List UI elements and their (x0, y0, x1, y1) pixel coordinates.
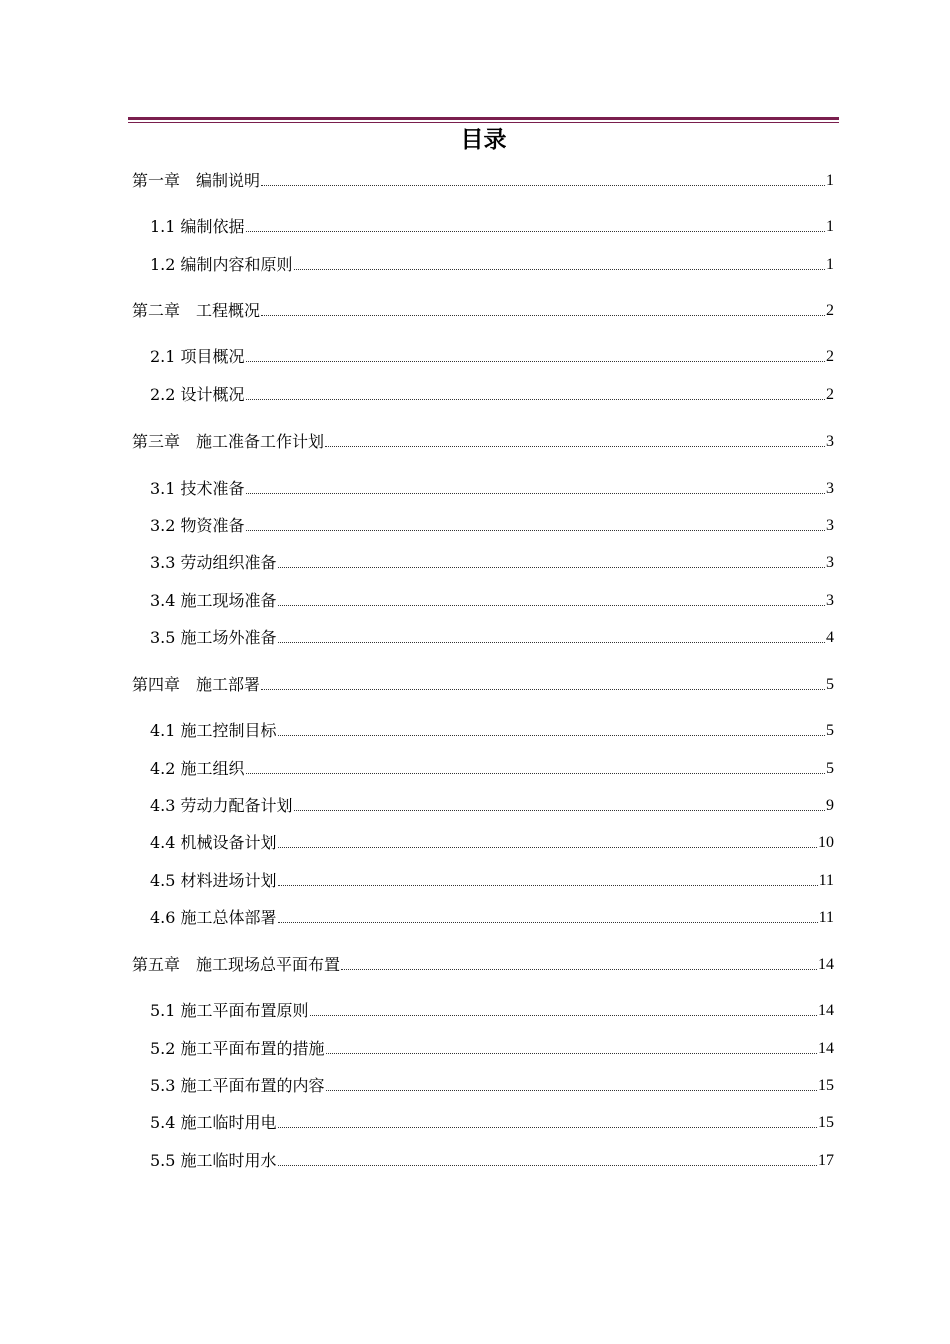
toc-entry-text: 4.5 材料进场计划 (150, 871, 277, 890)
toc-entry-chapter-2[interactable] (132, 296, 834, 320)
toc-page-number: 5 (826, 722, 834, 739)
toc-page-number: 15 (818, 1114, 834, 1131)
toc-page-number: 1 (826, 256, 834, 273)
toc-page-number: 10 (818, 834, 834, 851)
toc-page-number: 14 (818, 1002, 834, 1019)
toc-entry-section-4-4[interactable] (150, 828, 834, 852)
toc-entry-chapter-5[interactable] (132, 950, 834, 974)
toc-dot-leader (278, 1127, 817, 1128)
toc-page-number: 11 (818, 909, 834, 926)
toc-dot-leader (278, 735, 825, 736)
toc-entry-text: 3.2 物资准备 (150, 516, 245, 535)
toc-entry-text: 4.2 施工组织 (150, 759, 245, 778)
toc-entry-section-3-5[interactable] (150, 623, 834, 647)
toc-dot-leader (326, 1090, 817, 1091)
toc-page-number: 3 (826, 554, 834, 571)
toc-page-number: 3 (826, 517, 834, 534)
toc-entry-text: 3.3 劳动组织准备 (150, 553, 277, 572)
toc-entry-text: 1.2 编制内容和原则 (150, 255, 293, 274)
toc-entry-section-4-3[interactable] (150, 791, 834, 815)
toc-page-number: 9 (826, 797, 834, 814)
toc-page-number: 2 (826, 386, 834, 403)
toc-entry-section-5-3[interactable] (150, 1071, 834, 1095)
toc-dot-leader (278, 922, 818, 923)
toc-dot-leader (246, 530, 825, 531)
toc-entry-text: 3.4 施工现场准备 (150, 591, 277, 610)
toc-entry-section-5-2[interactable] (150, 1034, 834, 1058)
toc-entry-section-2-2[interactable] (150, 380, 834, 404)
toc-entry-text: 2.2 设计概况 (150, 385, 245, 404)
toc-entry-section-5-4[interactable] (150, 1108, 834, 1132)
toc-entry-text: 4.3 劳动力配备计划 (150, 796, 293, 815)
toc-entry-text: 4.6 施工总体部署 (150, 908, 277, 927)
toc-entry-text: 5.5 施工临时用水 (150, 1151, 277, 1170)
toc-page-number: 4 (826, 629, 834, 646)
toc-page-number: 3 (826, 480, 834, 497)
toc-dot-leader (278, 605, 825, 606)
toc-dot-leader (294, 810, 825, 811)
toc-entry-text: 5.3 施工平面布置的内容 (150, 1076, 325, 1095)
toc-page-number: 14 (818, 956, 834, 973)
toc-page-number: 11 (818, 872, 834, 889)
toc-entry-section-5-5[interactable] (150, 1146, 834, 1170)
toc-entry-text: 第五章 施工现场总平面布置 (132, 955, 341, 974)
toc-page-number: 5 (826, 760, 834, 777)
toc-entry-text: 5.1 施工平面布置原则 (150, 1001, 309, 1020)
toc-dot-leader (278, 567, 825, 568)
toc-dot-leader (326, 1053, 817, 1054)
toc-entry-section-2-1[interactable] (150, 342, 834, 366)
toc-dot-leader (341, 969, 817, 970)
toc-entry-section-3-1[interactable] (150, 474, 834, 498)
toc-page-number: 15 (818, 1077, 834, 1094)
toc-page-number: 1 (826, 218, 834, 235)
toc-dot-leader (310, 1015, 817, 1016)
toc-dot-leader (261, 315, 825, 316)
toc-entry-text: 1.1 编制依据 (150, 217, 245, 236)
toc-entry-section-4-2[interactable] (150, 754, 834, 778)
toc-page-number: 3 (826, 433, 834, 450)
toc-entry-section-1-2[interactable] (150, 250, 834, 274)
toc-title: 目录 (460, 127, 507, 153)
toc-entry-text: 4.4 机械设备计划 (150, 833, 277, 852)
toc-entry-text: 5.2 施工平面布置的措施 (150, 1039, 325, 1058)
toc-entry-section-4-6[interactable] (150, 903, 834, 927)
toc-entry-section-4-5[interactable] (150, 866, 834, 890)
toc-dot-leader (261, 185, 825, 186)
toc-entry-text: 3.5 施工场外准备 (150, 628, 277, 647)
toc-entry-text: 第四章 施工部署 (132, 675, 261, 694)
toc-dot-leader (246, 773, 825, 774)
toc-dot-leader (246, 231, 825, 232)
toc-dot-leader (246, 399, 825, 400)
toc-page-number: 14 (818, 1040, 834, 1057)
toc-page-number: 17 (818, 1152, 834, 1169)
toc-entry-section-1-1[interactable] (150, 212, 834, 236)
toc-entry-chapter-4[interactable] (132, 670, 834, 694)
toc-entry-text: 2.1 项目概况 (150, 347, 245, 366)
toc-dot-leader (278, 885, 818, 886)
toc-page-number: 2 (826, 348, 834, 365)
toc-dot-leader (261, 689, 825, 690)
toc-dot-leader (325, 446, 825, 447)
toc-entry-text: 第三章 施工准备工作计划 (132, 432, 325, 451)
toc-dot-leader (278, 1165, 817, 1166)
toc-dot-leader (278, 847, 817, 848)
toc-entry-section-3-2[interactable] (150, 511, 834, 535)
toc-page-number: 2 (826, 302, 834, 319)
toc-entry-text: 5.4 施工临时用电 (150, 1113, 277, 1132)
toc-entry-text: 第一章 编制说明 (132, 171, 261, 190)
toc-entry-text: 3.1 技术准备 (150, 479, 245, 498)
toc-entry-section-5-1[interactable] (150, 996, 834, 1020)
toc-entry-section-4-1[interactable] (150, 716, 834, 740)
toc-dot-leader (278, 642, 825, 643)
toc-entry-section-3-4[interactable] (150, 586, 834, 610)
toc-dot-leader (246, 493, 825, 494)
toc-page-number: 3 (826, 592, 834, 609)
toc-entry-chapter-3[interactable] (132, 427, 834, 451)
toc-page-number: 5 (826, 676, 834, 693)
toc-entry-chapter-1[interactable] (132, 166, 834, 190)
toc-entry-text: 第二章 工程概况 (132, 301, 261, 320)
toc-dot-leader (294, 269, 825, 270)
toc-dot-leader (246, 361, 825, 362)
toc-entry-section-3-3[interactable] (150, 548, 834, 572)
toc-page-number: 1 (826, 172, 834, 189)
toc-entry-text: 4.1 施工控制目标 (150, 721, 277, 740)
